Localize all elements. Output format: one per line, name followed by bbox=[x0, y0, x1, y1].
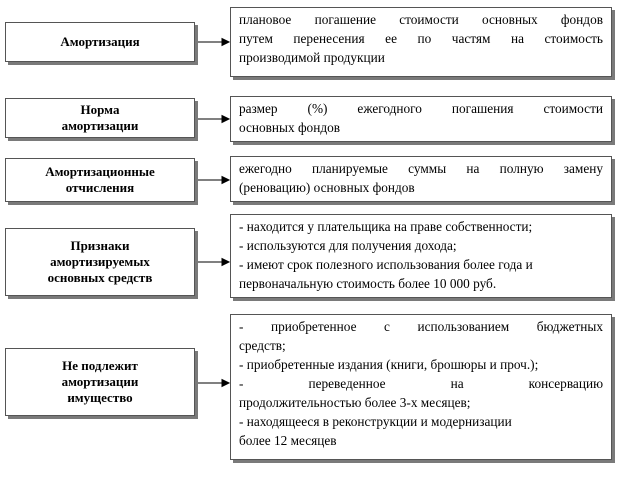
definition-line: - находится у плательщика на праве собственности; bbox=[239, 219, 533, 234]
term-line: амортизации bbox=[61, 118, 139, 133]
arrow-connector bbox=[198, 116, 229, 123]
arrow-connector bbox=[198, 380, 229, 387]
definition-line: первоначальную стоимость более 10 000 руб. bbox=[239, 276, 497, 291]
term-line: Не подлежит bbox=[62, 358, 138, 373]
definition-line: - используются для получения дохода; bbox=[239, 238, 457, 253]
definition-line: продолжительностью более 3-х месяцев; bbox=[239, 395, 471, 410]
arrow-connector bbox=[198, 259, 229, 266]
definition-line: - переведенное на консервацию bbox=[239, 376, 603, 391]
definition-line: размер (%) ежегодного погашения стоимости bbox=[239, 101, 603, 116]
definition-line: (реновацию) основных фондов bbox=[239, 180, 415, 195]
definition-line: более 12 месяцев bbox=[239, 433, 337, 448]
definition-line: средств; bbox=[239, 338, 286, 353]
term-line: амортизируемых bbox=[50, 254, 150, 269]
definition-line: - имеют срок полезного использования более года и bbox=[239, 257, 533, 272]
definition-line: путем перенесения ее по частям на стоимость bbox=[239, 31, 603, 46]
definition-line: - приобретенное с использованием бюджетных bbox=[239, 319, 603, 334]
term-line: имущество bbox=[67, 390, 133, 405]
term-line: основных средств bbox=[47, 270, 153, 285]
term-line: Амортизационные bbox=[45, 164, 155, 179]
definition-line: производимой продукции bbox=[239, 50, 385, 65]
term-line: Амортизация bbox=[60, 34, 140, 49]
term-line: амортизации bbox=[61, 374, 139, 389]
term-line: Признаки bbox=[70, 238, 130, 253]
definition-line: плановое погашение стоимости основных фондов bbox=[239, 12, 603, 27]
arrow-connector bbox=[198, 39, 229, 46]
arrow-connector bbox=[198, 177, 229, 184]
term-line: Норма bbox=[80, 102, 120, 117]
term-line: отчисления bbox=[65, 180, 135, 195]
definition-line: - находящееся в реконструкции и модернизации bbox=[239, 414, 512, 429]
definition-line: ежегодно планируемые суммы на полную замену bbox=[239, 161, 603, 176]
definition-line: основных фондов bbox=[239, 120, 341, 135]
definition-line: - приобретенные издания (книги, брошюры и проч.); bbox=[239, 357, 539, 372]
